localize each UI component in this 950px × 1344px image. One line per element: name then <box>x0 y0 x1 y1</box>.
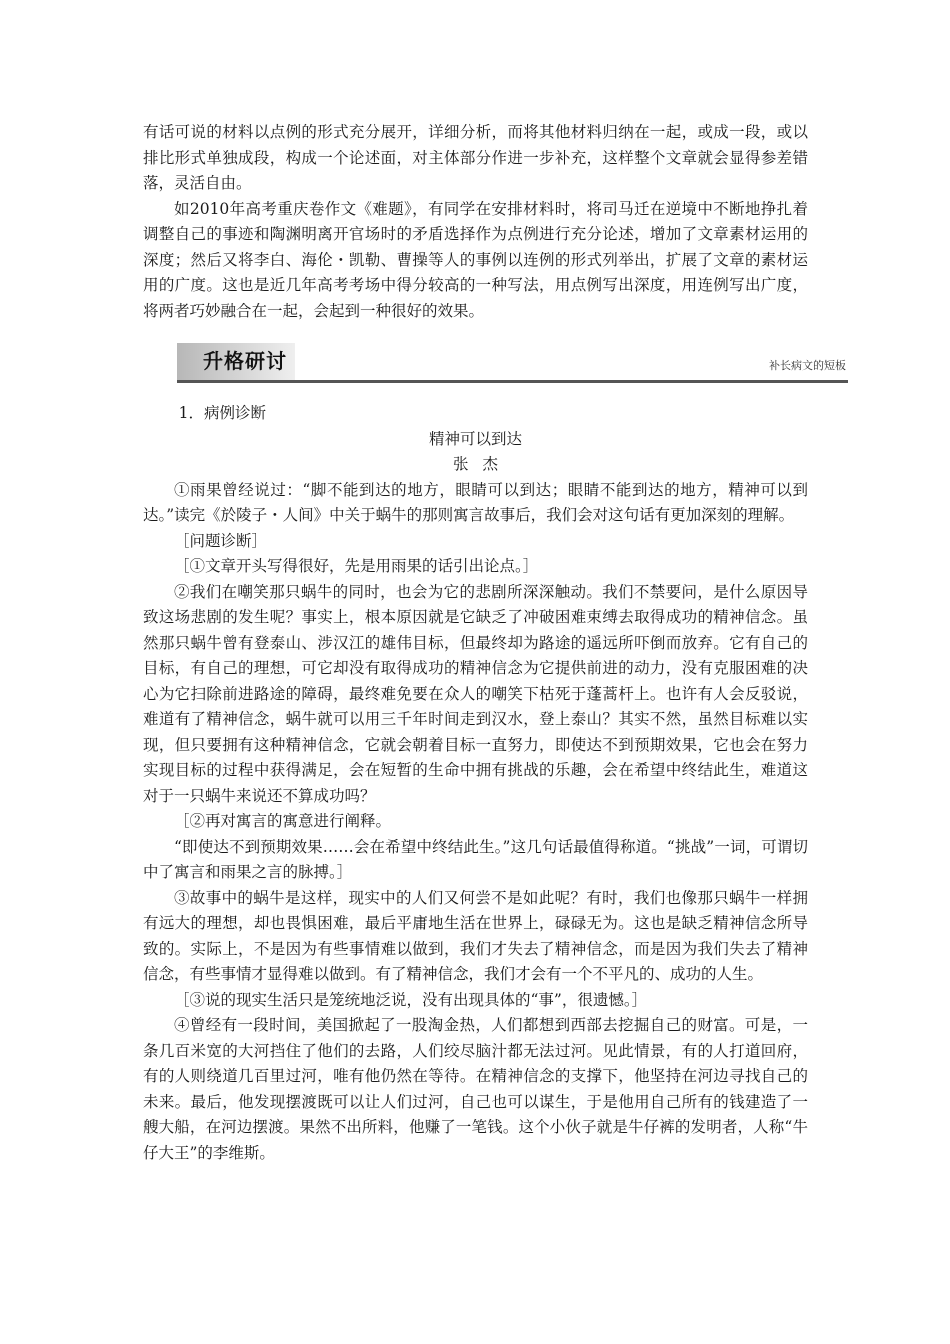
essay-paragraph-4: ④曾经有一段时间，美国掀起了一股淘金热，人们都想到西部去挖掘自己的财富。可是，一条几百米宽的大河挡住了他们的去路，人们绞尽脑汁都无法过河。见此情景，有的人打道回府，有的人则绕道几百里过河，唯有他仍然在等待。在精神信念的支撑下，他坚持在河边寻找自己的未来。最后，他发现摆渡既可以让人们过河，自己也可以谋生，于是他用自己所有的钱建造了一艘大船，在河边摆渡。果然不出所料，他赚了一笔钱。这个小伙子就是牛仔裤的发明者，人称“牛仔大王”的李维斯。 <box>143 1016 808 1162</box>
essay-author: 张杰 <box>453 455 512 473</box>
essay-paragraph-1: ①雨果曾经说过：“脚不能到达的地方，眼睛可以到达；眼睛不能到达的地方，精神可以到达。”读完《於陵子・人间》中关于蜗牛的那则寓言故事后，我们会对这句话有更加深刻的理解。 <box>143 480 808 524</box>
essay-paragraph-3: ③故事中的蜗牛是这样，现实中的人们又何尝不是如此呢？有时，我们也像那只蜗牛一样拥有远大的理想，却也畏惧困难，最后平庸地生活在世界上，碌碌无为。这也是缺乏精神信念所导致的。实际上，不是因为有些事情难以做到，我们才失去了精神信念，而是因为我们失去了精神信念，有些事情才显得难以做到。有了精神信念，我们才会有一个不平凡的、成功的人生。 <box>143 888 808 983</box>
section-header <box>143 343 846 383</box>
diagnosis-heading: ［问题诊断］ <box>174 531 268 550</box>
essay-author-line <box>143 452 808 478</box>
case-label: 1．病例诊断 <box>178 404 267 422</box>
diagnosis-note-3: ［③说的现实生活只是笼统地泛说，没有出现具体的“事”，很遗憾。］ <box>174 990 648 1009</box>
diagnosis-note-2-detail: “即使达不到预期效果……会在希望中终结此生。”这几句话最值得称道。“挑战”一词，可谓切中了寓言和雨果之言的脉搏。］ <box>143 837 808 881</box>
diagnosis-note-2: ［②再对寓言的寓意进行阐释。 <box>174 812 392 830</box>
section-divider <box>177 380 848 383</box>
essay-paragraph-2: ②我们在嘲笑那只蜗牛的同时，也会为它的悲剧所深深触动。我们不禁要问，是什么原因导致这场悲剧的发生呢？事实上，根本原因就是它缺乏了冲破困难束缚去取得成功的精神信念。虽然那只蜗牛曾有登泰山、涉汉江的雄伟目标，但最终却为路途的遥远所吓倒而放弃。它有自己的目标，有自己的理想，可它却没有取得成功的精神信念为它提供前进的动力，没有克服困难的决心为它扫除前进路途的障碍，最终难免要在众人的嘲笑下枯死于蓬蒿杆上。也许有人会反驳说，难道有了精神信念，蜗牛就可以用三千年时间走到汉水，登上泰山？其实不然，虽然目标难以实现，但只要拥有这种精神信念，它就会朝着目标一直努力，即使达不到预期效果，它也会在努力实现目标的过程中获得满足，会在短暂的生命中拥有挑战的乐趣，会在希望中终结此生，难道这对于一只蜗牛来说还不算成功吗？ <box>143 582 808 805</box>
section-subtitle: 补长病文的短板 <box>769 358 846 372</box>
page-body <box>143 120 846 1166</box>
essay-title: 精神可以到达 <box>428 429 522 448</box>
diagnosis-note-1: ［①文章开头写得很好，先是用雨果的话引出论点。］ <box>174 557 539 575</box>
section-title: 升格研讨 <box>203 349 287 373</box>
intro-paragraph-1: 有话可说的材料以点例的形式充分展开，详细分析，而将其他材料归纳在一起，或成一段，或以排比形式单独成段，构成一个论述面，对主体部分作进一步补充，这样整个文章就会显得参差错落，灵活自由。 <box>143 123 808 192</box>
intro-paragraph-2: 如2010年高考重庆卷作文《难题》，有同学在安排材料时，将司马迁在逆境中不断地挣扎着调整自己的事迹和陶渊明离开官场时的矛盾选择作为点例进行充分论述，增加了文章素材运用的深度；然后又将李白、海伦・凯勒、曹操等人的事例以连例的形式列举出，扩展了文章的素材运用的广度。这也是近几年高考考场中得分较高的一种写法，用点例写出深度，用连例写出广度，将两者巧妙融合在一起，会起到一种很好的效果。 <box>143 199 808 320</box>
